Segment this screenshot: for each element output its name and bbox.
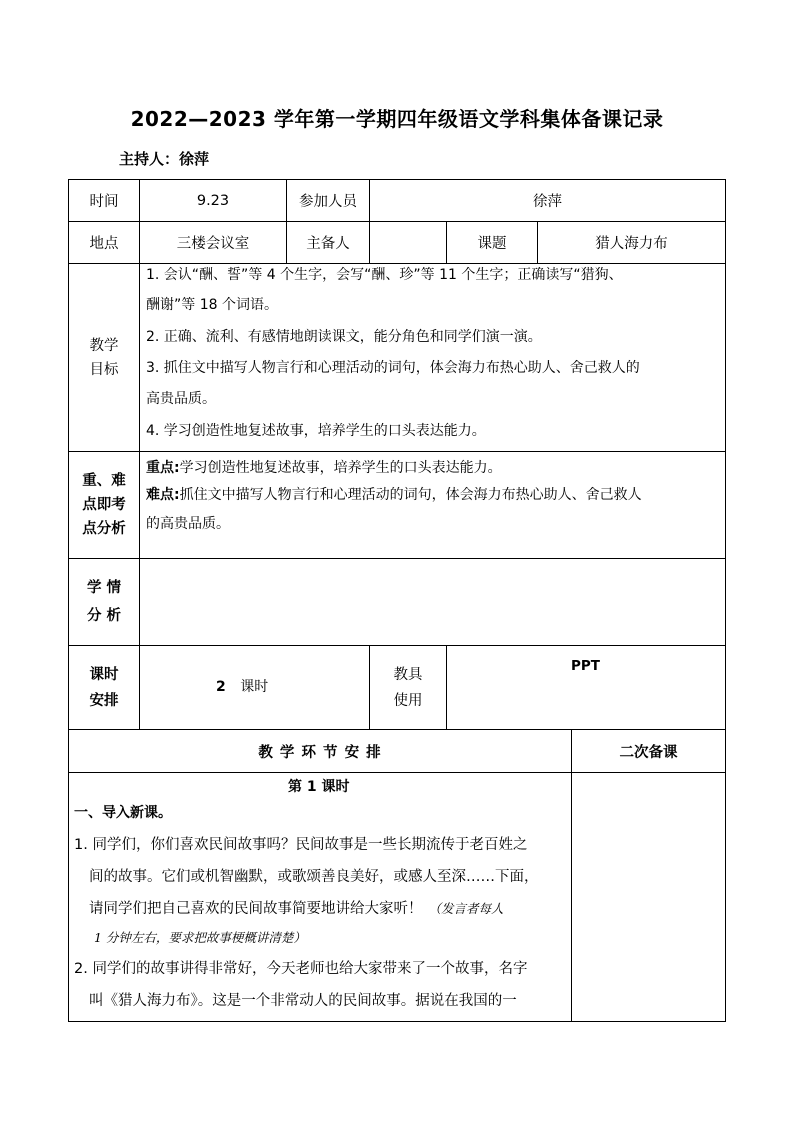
location-label: 地点 <box>89 236 119 252</box>
analysis-label-line1: 学 情 <box>86 580 122 596</box>
analysis-label <box>69 559 139 645</box>
hours-unit: 课时 <box>240 679 269 695</box>
participants-label: 参加人员 <box>299 194 357 210</box>
plan-note-continued: 1 分钟左右，要求把故事梗概讲清楚） <box>94 930 306 945</box>
key-point-label: 重点: <box>146 460 180 476</box>
topic-label: 课题 <box>477 236 507 252</box>
topic-value: 猎人海力布 <box>595 236 668 252</box>
plan-line <box>89 902 504 917</box>
goal-line: 高贵品质。 <box>146 391 216 407</box>
difficult-point-label: 难点: <box>146 487 180 503</box>
goal-line: 3. 抓住文中描写人物言行和心理活动的词句，体会海力布热心助人、舍己救人的 <box>146 360 640 376</box>
keypoints-label-line3: 点分析 <box>82 521 126 537</box>
keypoints-label <box>69 452 139 558</box>
plan-header: 教 学 环 节 安 排 <box>258 744 382 761</box>
time-label: 时间 <box>89 194 119 210</box>
goal-line: 1. 会认“酬、誓”等 4 个生字，会写“酬、珍”等 11 个生字；正确读写“猎狗、 <box>146 267 623 283</box>
preparer-label: 主备人 <box>306 236 350 252</box>
tools-label-line1: 教具 <box>393 666 423 683</box>
plan-line: 间的故事。它们或机智幽默，或歌颂善良美好，或感人至深……下面， <box>89 869 539 885</box>
difficult-point <box>146 488 642 502</box>
keypoints-label-line2: 点即考 <box>82 497 126 513</box>
difficult-point-continued: 的高贵品质。 <box>146 516 230 532</box>
difficult-point-text: 抓住文中描写人物言行和心理活动的词句，体会海力布热心助人、舍己救人 <box>179 487 642 503</box>
host-label: 主持人： <box>119 150 180 168</box>
preparer-value <box>370 222 446 263</box>
goal-line: 2. 正确、流利、有感情地朗读课文，能分角色和同学们演一演。 <box>146 329 542 345</box>
goals-label <box>69 264 139 451</box>
key-point <box>146 461 502 475</box>
plan-line: 1. 同学们，你们喜欢民间故事吗？民间故事是一些长期流传于老百姓之 <box>74 837 528 853</box>
schedule-label <box>69 646 139 729</box>
participants-value: 徐萍 <box>533 194 562 210</box>
goals-label-line2: 目标 <box>89 361 119 378</box>
key-point-text: 学习创造性地复述故事，培养学生的口头表达能力。 <box>179 460 502 476</box>
plan-note: （发言者每人 <box>428 901 504 916</box>
keypoints-label-line1: 重、难 <box>82 473 126 489</box>
analysis-label-line2: 分 析 <box>86 608 122 624</box>
tools-label <box>370 646 446 729</box>
hours-value <box>216 680 268 694</box>
plan-line-text: 请同学们把自己喜欢的民间故事简要地讲给大家听！ <box>89 901 423 917</box>
schedule-label-line2: 安排 <box>89 692 119 709</box>
location-value: 三楼会议室 <box>176 236 250 252</box>
goal-line: 酬谢”等 18 个词语。 <box>146 297 278 313</box>
plan-line: 2. 同学们的故事讲得非常好，今天老师也给大家带来了一个故事，名字 <box>74 961 528 977</box>
host-name: 徐萍 <box>179 150 210 168</box>
host-line <box>119 148 209 169</box>
time-value: 9.23 <box>196 192 230 209</box>
page-title: 2022—2023 学年第一学期四年级语文学科集体备课记录 <box>130 107 664 131</box>
schedule-label-line1: 课时 <box>89 666 119 683</box>
lesson-title: 第 1 课时 <box>288 779 350 795</box>
section-title: 一、导入新课。 <box>74 805 172 821</box>
goal-line: 4. 学习创造性地复述故事，培养学生的口头表达能力。 <box>146 423 486 439</box>
tools-value: PPT <box>571 658 600 674</box>
second-prep-header: 二次备课 <box>619 744 678 761</box>
goals-label-line1: 教学 <box>89 337 119 354</box>
plan-line: 叫《猎人海力布》。这是一个非常动人的民间故事。据说在我国的一 <box>89 993 517 1009</box>
tools-label-line2: 使用 <box>393 692 423 709</box>
hours-number: 2 <box>216 679 226 695</box>
